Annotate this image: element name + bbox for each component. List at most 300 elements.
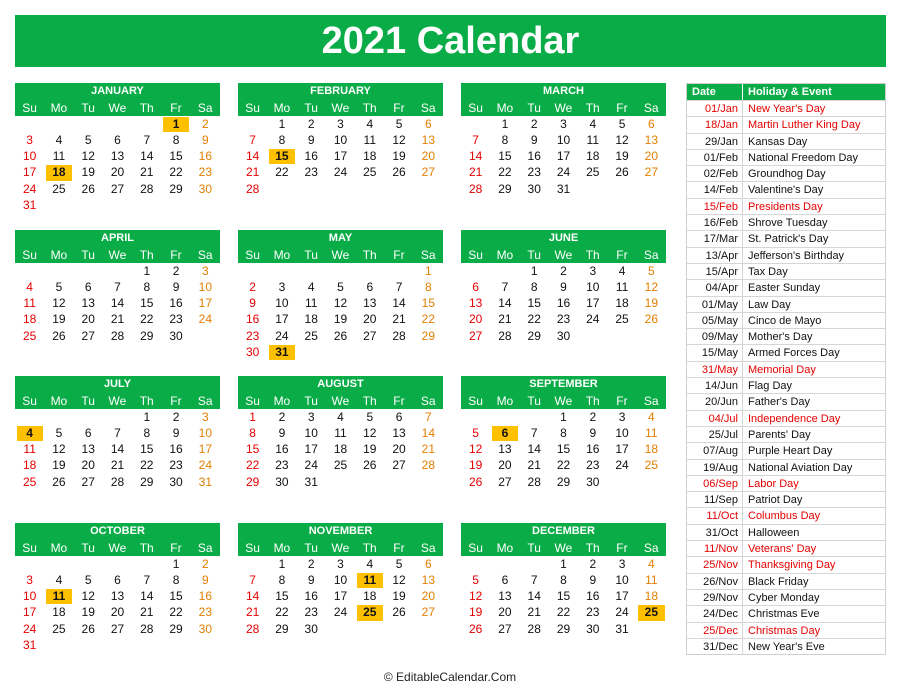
day-cell[interactable]: 30 bbox=[245, 345, 260, 360]
day-cell[interactable]: 23 bbox=[304, 605, 318, 620]
day-cell[interactable]: 20 bbox=[644, 149, 659, 164]
day-cell[interactable]: 20 bbox=[363, 312, 377, 327]
day-cell[interactable]: 6 bbox=[114, 572, 121, 587]
day-cell[interactable]: 16 bbox=[304, 149, 318, 164]
day-cell[interactable]: 18 bbox=[46, 165, 72, 180]
day-cell[interactable]: 13 bbox=[392, 425, 406, 440]
day-cell[interactable]: 24 bbox=[275, 328, 289, 343]
day-cell[interactable]: 17 bbox=[333, 149, 348, 164]
day-cell[interactable]: 26 bbox=[81, 621, 95, 636]
day-cell[interactable]: 18 bbox=[644, 442, 659, 457]
day-cell[interactable]: 9 bbox=[307, 572, 315, 587]
day-cell[interactable]: 1 bbox=[143, 409, 151, 424]
day-cell[interactable]: 27 bbox=[81, 474, 95, 489]
day-cell[interactable]: 13 bbox=[363, 296, 377, 311]
day-cell[interactable]: 24 bbox=[586, 312, 600, 327]
day-cell[interactable]: 19 bbox=[333, 312, 348, 327]
day-cell[interactable]: 14 bbox=[140, 589, 154, 604]
day-cell[interactable]: 21 bbox=[245, 165, 260, 180]
day-cell[interactable]: 4 bbox=[337, 409, 344, 424]
day-cell[interactable]: 14 bbox=[245, 149, 260, 164]
day-cell[interactable]: 8 bbox=[249, 425, 256, 440]
day-cell[interactable]: 24 bbox=[333, 165, 348, 180]
day-cell[interactable]: 3 bbox=[560, 116, 567, 131]
day-cell[interactable]: 1 bbox=[278, 556, 286, 571]
day-cell[interactable]: 9 bbox=[560, 279, 567, 294]
day-cell[interactable]: 3 bbox=[202, 263, 209, 278]
day-cell[interactable]: 22 bbox=[527, 312, 541, 327]
day-cell[interactable]: 6 bbox=[425, 556, 432, 571]
day-cell[interactable]: 3 bbox=[202, 409, 209, 424]
day-cell[interactable]: 26 bbox=[52, 474, 66, 489]
day-cell[interactable]: 5 bbox=[395, 556, 403, 571]
day-cell[interactable]: 7 bbox=[143, 572, 151, 587]
day-cell[interactable]: 5 bbox=[84, 132, 92, 147]
day-cell[interactable]: 13 bbox=[81, 442, 95, 457]
day-cell[interactable]: 24 bbox=[198, 312, 213, 327]
day-cell[interactable]: 20 bbox=[421, 589, 436, 604]
day-cell[interactable]: 7 bbox=[472, 132, 479, 147]
day-cell[interactable]: 17 bbox=[275, 312, 289, 327]
day-cell[interactable]: 30 bbox=[586, 474, 600, 489]
day-cell[interactable]: 17 bbox=[198, 442, 213, 457]
day-cell[interactable]: 4 bbox=[366, 116, 374, 131]
day-cell[interactable]: 31 bbox=[198, 474, 213, 489]
day-cell[interactable]: 15 bbox=[169, 589, 183, 604]
day-cell[interactable]: 29 bbox=[527, 328, 541, 343]
day-cell[interactable]: 27 bbox=[498, 474, 512, 489]
day-cell[interactable]: 2 bbox=[202, 116, 209, 131]
day-cell[interactable]: 10 bbox=[333, 132, 348, 147]
day-cell[interactable]: 17 bbox=[333, 589, 348, 604]
day-cell[interactable]: 15 bbox=[140, 442, 154, 457]
day-cell[interactable]: 7 bbox=[425, 409, 432, 424]
day-cell[interactable]: 24 bbox=[556, 165, 571, 180]
day-cell[interactable]: 2 bbox=[249, 279, 256, 294]
day-cell[interactable]: 11 bbox=[46, 589, 72, 604]
day-cell[interactable]: 25 bbox=[22, 328, 37, 343]
day-cell[interactable]: 17 bbox=[304, 442, 318, 457]
day-cell[interactable]: 1 bbox=[278, 116, 286, 131]
day-cell[interactable]: 21 bbox=[110, 312, 125, 327]
day-cell[interactable]: 12 bbox=[81, 589, 95, 604]
day-cell[interactable]: 8 bbox=[530, 279, 538, 294]
day-cell[interactable]: 29 bbox=[140, 328, 154, 343]
day-cell[interactable]: 25 bbox=[586, 165, 600, 180]
day-cell[interactable]: 26 bbox=[81, 181, 95, 196]
day-cell[interactable]: 6 bbox=[395, 409, 403, 424]
day-cell[interactable]: 21 bbox=[421, 442, 436, 457]
day-cell[interactable]: 6 bbox=[472, 279, 479, 294]
day-cell[interactable]: 12 bbox=[392, 572, 406, 587]
day-cell[interactable]: 11 bbox=[304, 296, 318, 311]
day-cell[interactable]: 6 bbox=[366, 279, 374, 294]
day-cell[interactable]: 2 bbox=[530, 116, 538, 131]
day-cell[interactable]: 27 bbox=[392, 458, 406, 473]
day-cell[interactable]: 19 bbox=[81, 605, 95, 620]
day-cell[interactable]: 18 bbox=[22, 312, 37, 327]
day-cell[interactable]: 12 bbox=[468, 589, 483, 604]
day-cell[interactable]: 21 bbox=[527, 605, 541, 620]
day-cell[interactable]: 20 bbox=[498, 458, 512, 473]
day-cell[interactable]: 28 bbox=[392, 328, 406, 343]
day-cell[interactable]: 26 bbox=[615, 165, 629, 180]
day-cell[interactable]: 11 bbox=[645, 425, 658, 440]
day-cell[interactable]: 24 bbox=[22, 181, 37, 196]
day-cell[interactable]: 20 bbox=[392, 442, 406, 457]
day-cell[interactable]: 22 bbox=[421, 312, 436, 327]
day-cell[interactable]: 21 bbox=[468, 165, 483, 180]
day-cell[interactable]: 21 bbox=[498, 312, 512, 327]
day-cell[interactable]: 12 bbox=[363, 425, 377, 440]
day-cell[interactable]: 27 bbox=[363, 328, 377, 343]
day-cell[interactable]: 4 bbox=[648, 409, 655, 424]
day-cell[interactable]: 16 bbox=[586, 442, 600, 457]
day-cell[interactable]: 1 bbox=[249, 409, 256, 424]
day-cell[interactable]: 13 bbox=[110, 589, 125, 604]
day-cell[interactable]: 16 bbox=[198, 589, 213, 604]
day-cell[interactable]: 19 bbox=[363, 442, 377, 457]
day-cell[interactable]: 27 bbox=[110, 621, 125, 636]
day-cell[interactable]: 12 bbox=[52, 296, 66, 311]
day-cell[interactable]: 22 bbox=[140, 312, 154, 327]
day-cell[interactable]: 23 bbox=[304, 165, 318, 180]
day-cell[interactable]: 1 bbox=[163, 117, 189, 132]
day-cell[interactable]: 13 bbox=[110, 149, 125, 164]
day-cell[interactable]: 7 bbox=[501, 279, 509, 294]
day-cell[interactable]: 3 bbox=[307, 409, 315, 424]
day-cell[interactable]: 21 bbox=[140, 165, 154, 180]
day-cell[interactable]: 11 bbox=[334, 425, 347, 440]
day-cell[interactable]: 30 bbox=[556, 328, 571, 343]
day-cell[interactable]: 14 bbox=[527, 442, 541, 457]
day-cell[interactable]: 23 bbox=[198, 605, 213, 620]
day-cell[interactable]: 31 bbox=[304, 474, 318, 489]
day-cell[interactable]: 22 bbox=[556, 458, 571, 473]
day-cell[interactable]: 17 bbox=[586, 296, 600, 311]
day-cell[interactable]: 19 bbox=[468, 605, 483, 620]
day-cell[interactable]: 15 bbox=[245, 442, 260, 457]
day-cell[interactable]: 5 bbox=[648, 263, 655, 278]
day-cell[interactable]: 9 bbox=[172, 425, 180, 440]
day-cell[interactable]: 25 bbox=[22, 474, 37, 489]
day-cell[interactable]: 12 bbox=[81, 149, 95, 164]
day-cell[interactable]: 20 bbox=[110, 165, 125, 180]
day-cell[interactable]: 5 bbox=[395, 116, 403, 131]
day-cell[interactable]: 17 bbox=[22, 605, 37, 620]
day-cell[interactable]: 7 bbox=[530, 425, 538, 440]
day-cell[interactable]: 29 bbox=[140, 474, 154, 489]
day-cell[interactable]: 20 bbox=[498, 605, 512, 620]
day-cell[interactable]: 29 bbox=[421, 328, 436, 343]
day-cell[interactable]: 7 bbox=[114, 425, 121, 440]
day-cell[interactable]: 14 bbox=[245, 589, 260, 604]
day-cell[interactable]: 8 bbox=[425, 279, 432, 294]
day-cell[interactable]: 27 bbox=[644, 165, 659, 180]
day-cell[interactable]: 25 bbox=[638, 605, 664, 620]
day-cell[interactable]: 14 bbox=[421, 425, 436, 440]
day-cell[interactable]: 14 bbox=[392, 296, 406, 311]
day-cell[interactable]: 25 bbox=[357, 605, 383, 620]
day-cell[interactable]: 15 bbox=[556, 442, 571, 457]
day-cell[interactable]: 16 bbox=[245, 312, 260, 327]
day-cell[interactable]: 16 bbox=[304, 589, 318, 604]
day-cell[interactable]: 13 bbox=[498, 589, 512, 604]
day-cell[interactable]: 26 bbox=[392, 165, 406, 180]
day-cell[interactable]: 19 bbox=[644, 296, 659, 311]
day-cell[interactable]: 1 bbox=[501, 116, 509, 131]
day-cell[interactable]: 1 bbox=[560, 409, 567, 424]
day-cell[interactable]: 30 bbox=[198, 621, 213, 636]
day-cell[interactable]: 8 bbox=[278, 572, 286, 587]
day-cell[interactable]: 9 bbox=[530, 132, 538, 147]
day-cell[interactable]: 28 bbox=[527, 621, 541, 636]
day-cell[interactable]: 18 bbox=[22, 458, 37, 473]
day-cell[interactable]: 13 bbox=[421, 572, 436, 587]
day-cell[interactable]: 5 bbox=[337, 279, 344, 294]
day-cell[interactable]: 30 bbox=[527, 181, 541, 196]
day-cell[interactable]: 22 bbox=[245, 458, 260, 473]
day-cell[interactable]: 26 bbox=[644, 312, 659, 327]
day-cell[interactable]: 3 bbox=[618, 409, 626, 424]
day-cell[interactable]: 22 bbox=[498, 165, 512, 180]
day-cell[interactable]: 21 bbox=[245, 605, 260, 620]
day-cell[interactable]: 8 bbox=[560, 425, 567, 440]
day-cell[interactable]: 15 bbox=[498, 149, 512, 164]
day-cell[interactable]: 6 bbox=[492, 426, 518, 441]
day-cell[interactable]: 14 bbox=[140, 149, 154, 164]
day-cell[interactable]: 24 bbox=[304, 458, 318, 473]
day-cell[interactable]: 27 bbox=[498, 621, 512, 636]
day-cell[interactable]: 24 bbox=[615, 605, 629, 620]
day-cell[interactable]: 10 bbox=[586, 279, 600, 294]
day-cell[interactable]: 28 bbox=[498, 328, 512, 343]
day-cell[interactable]: 28 bbox=[245, 621, 260, 636]
day-cell[interactable]: 1 bbox=[143, 263, 151, 278]
day-cell[interactable]: 2 bbox=[589, 409, 597, 424]
day-cell[interactable]: 26 bbox=[52, 328, 66, 343]
day-cell[interactable]: 13 bbox=[498, 442, 512, 457]
day-cell[interactable]: 6 bbox=[84, 279, 92, 294]
day-cell[interactable]: 25 bbox=[304, 328, 318, 343]
day-cell[interactable]: 4 bbox=[307, 279, 315, 294]
day-cell[interactable]: 8 bbox=[278, 132, 286, 147]
day-cell[interactable]: 1 bbox=[560, 556, 567, 571]
day-cell[interactable]: 15 bbox=[527, 296, 541, 311]
day-cell[interactable]: 24 bbox=[333, 605, 348, 620]
day-cell[interactable]: 3 bbox=[337, 556, 344, 571]
day-cell[interactable]: 3 bbox=[589, 263, 597, 278]
day-cell[interactable]: 28 bbox=[110, 474, 125, 489]
day-cell[interactable]: 29 bbox=[498, 181, 512, 196]
day-cell[interactable]: 29 bbox=[556, 474, 571, 489]
day-cell[interactable]: 23 bbox=[169, 458, 183, 473]
day-cell[interactable]: 26 bbox=[333, 328, 348, 343]
day-cell[interactable]: 18 bbox=[363, 589, 377, 604]
day-cell[interactable]: 9 bbox=[202, 132, 209, 147]
day-cell[interactable]: 28 bbox=[421, 458, 436, 473]
day-cell[interactable]: 17 bbox=[615, 589, 629, 604]
day-cell[interactable]: 9 bbox=[589, 572, 597, 587]
day-cell[interactable]: 10 bbox=[304, 425, 318, 440]
day-cell[interactable]: 4 bbox=[366, 556, 374, 571]
day-cell[interactable]: 6 bbox=[425, 116, 432, 131]
day-cell[interactable]: 19 bbox=[52, 458, 66, 473]
day-cell[interactable]: 25 bbox=[52, 181, 66, 196]
day-cell[interactable]: 16 bbox=[527, 149, 541, 164]
day-cell[interactable]: 31 bbox=[269, 345, 295, 360]
day-cell[interactable]: 19 bbox=[392, 589, 406, 604]
day-cell[interactable]: 29 bbox=[169, 181, 183, 196]
day-cell[interactable]: 17 bbox=[198, 296, 213, 311]
day-cell[interactable]: 2 bbox=[560, 263, 567, 278]
day-cell[interactable]: 25 bbox=[52, 621, 66, 636]
day-cell[interactable]: 13 bbox=[421, 132, 436, 147]
day-cell[interactable]: 22 bbox=[556, 605, 571, 620]
day-cell[interactable]: 31 bbox=[615, 621, 629, 636]
day-cell[interactable]: 12 bbox=[468, 442, 483, 457]
day-cell[interactable]: 30 bbox=[169, 328, 183, 343]
day-cell[interactable]: 7 bbox=[249, 572, 256, 587]
day-cell[interactable]: 2 bbox=[589, 556, 597, 571]
day-cell[interactable]: 20 bbox=[110, 605, 125, 620]
day-cell[interactable]: 21 bbox=[392, 312, 406, 327]
day-cell[interactable]: 20 bbox=[81, 312, 95, 327]
day-cell[interactable]: 30 bbox=[275, 474, 289, 489]
day-cell[interactable]: 24 bbox=[615, 458, 629, 473]
day-cell[interactable]: 23 bbox=[586, 458, 600, 473]
day-cell[interactable]: 31 bbox=[22, 198, 37, 213]
day-cell[interactable]: 6 bbox=[648, 116, 655, 131]
day-cell[interactable]: 26 bbox=[468, 474, 483, 489]
day-cell[interactable]: 10 bbox=[615, 572, 629, 587]
day-cell[interactable]: 11 bbox=[52, 149, 66, 164]
day-cell[interactable]: 16 bbox=[169, 296, 183, 311]
day-cell[interactable]: 5 bbox=[472, 572, 479, 587]
day-cell[interactable]: 29 bbox=[245, 474, 260, 489]
day-cell[interactable]: 3 bbox=[26, 132, 33, 147]
day-cell[interactable]: 29 bbox=[169, 621, 183, 636]
day-cell[interactable]: 7 bbox=[249, 132, 256, 147]
day-cell[interactable]: 20 bbox=[468, 312, 483, 327]
day-cell[interactable]: 8 bbox=[172, 132, 180, 147]
day-cell[interactable]: 18 bbox=[363, 149, 377, 164]
day-cell[interactable]: 28 bbox=[527, 474, 541, 489]
day-cell[interactable]: 12 bbox=[644, 279, 659, 294]
day-cell[interactable]: 8 bbox=[501, 132, 509, 147]
day-cell[interactable]: 22 bbox=[169, 165, 183, 180]
day-cell[interactable]: 4 bbox=[55, 132, 63, 147]
day-cell[interactable]: 11 bbox=[357, 573, 383, 588]
day-cell[interactable]: 11 bbox=[23, 442, 36, 457]
day-cell[interactable]: 25 bbox=[333, 458, 348, 473]
day-cell[interactable]: 24 bbox=[198, 458, 213, 473]
day-cell[interactable]: 23 bbox=[245, 328, 260, 343]
day-cell[interactable]: 5 bbox=[55, 279, 63, 294]
day-cell[interactable]: 9 bbox=[249, 296, 256, 311]
day-cell[interactable]: 23 bbox=[198, 165, 213, 180]
day-cell[interactable]: 10 bbox=[198, 425, 213, 440]
day-cell[interactable]: 9 bbox=[278, 425, 286, 440]
day-cell[interactable]: 2 bbox=[307, 556, 315, 571]
day-cell[interactable]: 16 bbox=[586, 589, 600, 604]
day-cell[interactable]: 23 bbox=[275, 458, 289, 473]
day-cell[interactable]: 4 bbox=[17, 426, 43, 441]
day-cell[interactable]: 23 bbox=[169, 312, 183, 327]
day-cell[interactable]: 2 bbox=[202, 556, 209, 571]
day-cell[interactable]: 17 bbox=[556, 149, 571, 164]
day-cell[interactable]: 7 bbox=[114, 279, 121, 294]
day-cell[interactable]: 26 bbox=[468, 621, 483, 636]
day-cell[interactable]: 14 bbox=[110, 296, 125, 311]
day-cell[interactable]: 15 bbox=[169, 149, 183, 164]
day-cell[interactable]: 4 bbox=[55, 572, 63, 587]
day-cell[interactable]: 9 bbox=[589, 425, 597, 440]
day-cell[interactable]: 6 bbox=[84, 425, 92, 440]
day-cell[interactable]: 30 bbox=[586, 621, 600, 636]
day-cell[interactable]: 8 bbox=[172, 572, 180, 587]
day-cell[interactable]: 23 bbox=[527, 165, 541, 180]
day-cell[interactable]: 28 bbox=[140, 621, 154, 636]
day-cell[interactable]: 2 bbox=[172, 263, 180, 278]
day-cell[interactable]: 12 bbox=[333, 296, 348, 311]
day-cell[interactable]: 13 bbox=[644, 132, 659, 147]
day-cell[interactable]: 10 bbox=[198, 279, 213, 294]
day-cell[interactable]: 18 bbox=[333, 442, 348, 457]
day-cell[interactable]: 3 bbox=[278, 279, 286, 294]
day-cell[interactable]: 5 bbox=[472, 425, 479, 440]
day-cell[interactable]: 18 bbox=[644, 589, 659, 604]
day-cell[interactable]: 8 bbox=[143, 279, 151, 294]
day-cell[interactable]: 28 bbox=[140, 181, 154, 196]
day-cell[interactable]: 31 bbox=[22, 638, 37, 653]
day-cell[interactable]: 21 bbox=[110, 458, 125, 473]
day-cell[interactable]: 18 bbox=[304, 312, 318, 327]
day-cell[interactable]: 10 bbox=[275, 296, 289, 311]
day-cell[interactable]: 3 bbox=[337, 116, 344, 131]
day-cell[interactable]: 25 bbox=[363, 165, 377, 180]
day-cell[interactable]: 1 bbox=[172, 556, 180, 571]
day-cell[interactable]: 18 bbox=[615, 296, 629, 311]
day-cell[interactable]: 31 bbox=[556, 181, 571, 196]
day-cell[interactable]: 5 bbox=[55, 425, 63, 440]
day-cell[interactable]: 9 bbox=[202, 572, 209, 587]
day-cell[interactable]: 28 bbox=[110, 328, 125, 343]
day-cell[interactable]: 4 bbox=[618, 263, 626, 278]
day-cell[interactable]: 29 bbox=[556, 621, 571, 636]
day-cell[interactable]: 11 bbox=[363, 132, 377, 147]
day-cell[interactable]: 22 bbox=[275, 165, 289, 180]
day-cell[interactable]: 2 bbox=[307, 116, 315, 131]
day-cell[interactable]: 11 bbox=[615, 279, 629, 294]
day-cell[interactable]: 16 bbox=[275, 442, 289, 457]
day-cell[interactable]: 27 bbox=[81, 328, 95, 343]
day-cell[interactable]: 16 bbox=[198, 149, 213, 164]
day-cell[interactable]: 18 bbox=[586, 149, 600, 164]
day-cell[interactable]: 27 bbox=[110, 181, 125, 196]
day-cell[interactable]: 21 bbox=[140, 605, 154, 620]
day-cell[interactable]: 11 bbox=[586, 132, 600, 147]
day-cell[interactable]: 4 bbox=[26, 279, 33, 294]
day-cell[interactable]: 10 bbox=[556, 132, 571, 147]
day-cell[interactable]: 3 bbox=[26, 572, 33, 587]
day-cell[interactable]: 15 bbox=[269, 149, 295, 164]
day-cell[interactable]: 5 bbox=[84, 572, 92, 587]
day-cell[interactable]: 8 bbox=[560, 572, 567, 587]
day-cell[interactable]: 10 bbox=[22, 149, 37, 164]
day-cell[interactable]: 20 bbox=[421, 149, 436, 164]
day-cell[interactable]: 15 bbox=[140, 296, 154, 311]
